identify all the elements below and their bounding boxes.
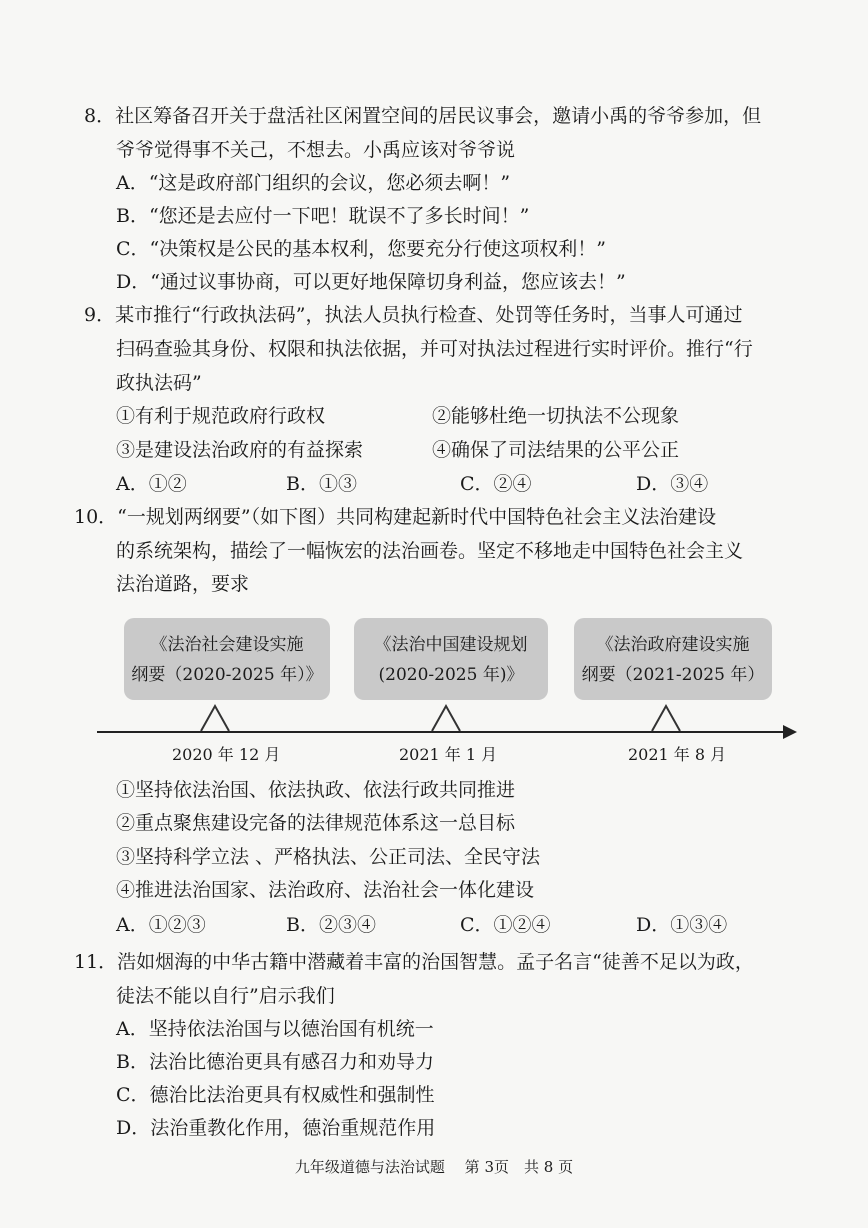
timeline-doc-1-line2: 纲要（2020-2025 年）》 <box>131 665 323 685</box>
q9-stem-line2: 扫码查验其身份、权限和执法依据，并可对执法过程进行实时评价。推行“行 <box>116 338 753 360</box>
timeline-doc-box-1 <box>124 618 330 700</box>
timeline-date-1: 2020 年 12 月 <box>172 745 281 764</box>
q9-choice-b: B．①③ <box>286 473 357 495</box>
q9-choice-a: A．①② <box>116 473 187 495</box>
timeline-doc-1-line1: 《法治社会建设实施 <box>150 635 304 655</box>
timeline-pointer-1 <box>201 706 229 731</box>
q10-item-4: ④推进法治国家、法治政府、法治社会一体化建设 <box>116 879 535 901</box>
timeline-doc-box-3 <box>574 618 772 700</box>
q9-choice-d: D．③④ <box>636 473 709 495</box>
q11-option-c: C．德治比法治更具有权威性和强制性 <box>116 1084 435 1106</box>
q8-option-a: A．“这是政府部门组织的会议，您必须去啊！” <box>116 172 511 194</box>
q9-stem-line3: 政执法码” <box>116 372 202 394</box>
q10-choice-d: D．①③④ <box>636 914 728 936</box>
q9-item-1: ①有利于规范政府行政权 <box>116 405 326 427</box>
q10-item-3: ③坚持科学立法 、严格执法、公正司法、全民守法 <box>116 846 541 868</box>
q10-choice-b: B．②③④ <box>286 914 376 936</box>
timeline-doc-box-2 <box>354 618 548 700</box>
q9-item-3: ③是建设法治政府的有益探索 <box>116 439 364 461</box>
timeline-doc-2-line2: (2020-2025 年)》 <box>378 665 524 685</box>
timeline-arrow-icon <box>783 725 797 739</box>
q9-item-4: ④确保了司法结果的公平公正 <box>432 439 680 461</box>
q10-stem-line3: 法治道路，要求 <box>116 573 250 595</box>
q10-choice-a: A．①②③ <box>116 914 206 936</box>
q10-stem-line2: 的系统架构，描绘了一幅恢宏的法治画卷。坚定不移地走中国特色社会主义 <box>116 540 744 562</box>
q10-item-2: ②重点聚焦建设完备的法律规范体系这一总目标 <box>116 812 516 834</box>
q9-item-2: ②能够杜绝一切执法不公现象 <box>432 405 680 427</box>
q9-stem-line1: 9．某市推行“行政执法码”，执法人员执行检查、处罚等任务时，当事人可通过 <box>84 304 743 326</box>
timeline-date-2: 2021 年 1 月 <box>399 745 498 764</box>
timeline-doc-3-line2: 纲要（2021-2025 年） <box>581 665 765 685</box>
q11-option-a: A．坚持依法治国与以德治国有机统一 <box>116 1018 434 1040</box>
q8-stem-line1: 8．社区筹备召开关于盘活社区闲置空间的居民议事会，邀请小禹的爷爷参加，但 <box>84 105 762 127</box>
timeline-date-3: 2021 年 8 月 <box>628 745 727 764</box>
timeline-pointer-3 <box>652 706 680 731</box>
q8-option-c: C．“决策权是公民的基本权利，您要充分行使这项权利！” <box>116 238 606 260</box>
q9-choice-c: C．②④ <box>460 473 532 495</box>
q8-option-d: D．“通过议事协商，可以更好地保障切身利益，您应该去！” <box>116 271 626 293</box>
timeline-axis <box>97 731 785 733</box>
q8-stem-line2: 爷爷觉得事不关己，不想去。小禹应该对爷爷说 <box>116 139 516 161</box>
q11-stem-line2: 徒法不能以自行”启示我们 <box>116 985 335 1007</box>
q11-option-b: B．法治比德治更具有感召力和劝导力 <box>116 1051 434 1073</box>
q11-option-d: D．法治重教化作用，德治重规范作用 <box>116 1117 436 1139</box>
q10-item-1: ①坚持依法治国、依法执政、依法行政共同推进 <box>116 779 516 801</box>
q11-stem-line1: 11．浩如烟海的中华古籍中潜藏着丰富的治国智慧。孟子名言“徒善不足以为政， <box>74 951 754 973</box>
q10-stem-line1: 10．“一规划两纲要”（如下图）共同构建起新时代中国特色社会主义法治建设 <box>74 506 717 528</box>
page-footer: 九年级道德与法治试题 第 3页 共 8 页 <box>294 1158 574 1176</box>
q8-option-b: B．“您还是去应付一下吧！耽误不了多长时间！” <box>116 205 530 227</box>
timeline-pointers <box>0 700 868 740</box>
timeline-doc-2-line1: 《法治中国建设规划 <box>374 635 528 655</box>
timeline-pointer-2 <box>432 706 460 731</box>
timeline-doc-3-line1: 《法治政府建设实施 <box>596 635 750 655</box>
q10-choice-c: C．①②④ <box>460 914 551 936</box>
